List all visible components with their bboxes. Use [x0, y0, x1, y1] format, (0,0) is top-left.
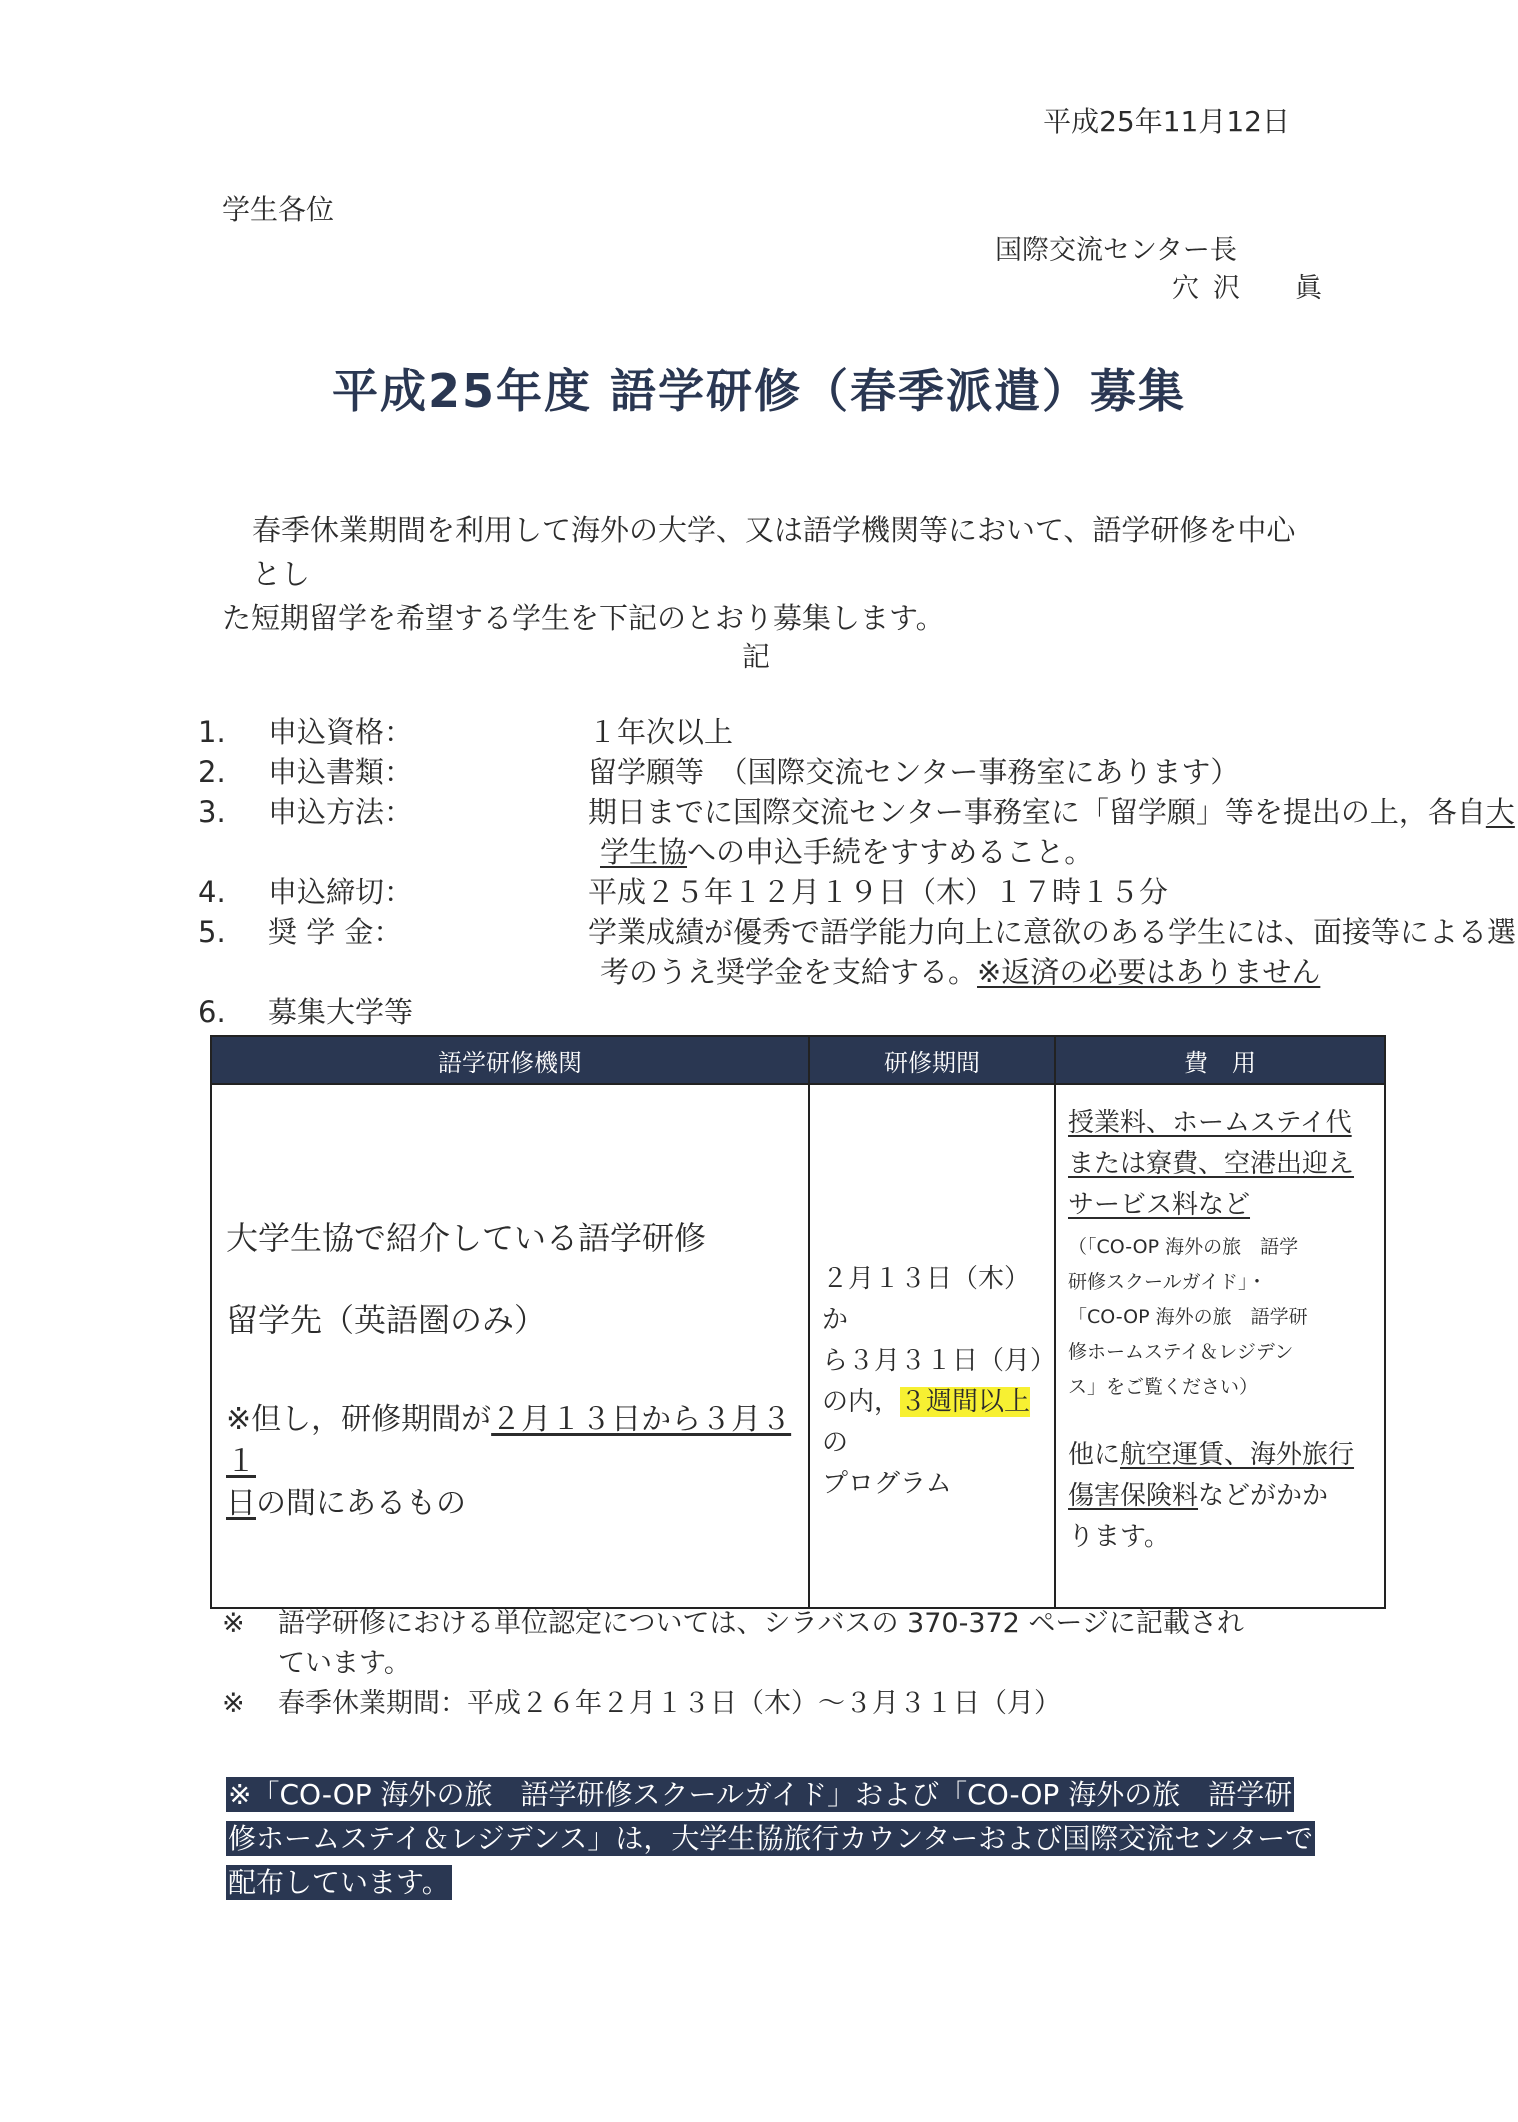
item-number: 3.	[198, 795, 226, 829]
banner-line-2: 修ホームステイ＆レジデンス」は，大学生協旅行カウンターおよび国際交流センターで	[228, 1822, 1314, 1855]
cost-other	[1068, 1435, 1376, 1558]
note-text: ※但し，研修期間が	[226, 1402, 492, 1437]
sender-name: 穴沢 眞	[1172, 273, 1336, 304]
cost-ref-line: （「CO-OP 海外の旅 語学	[1068, 1236, 1299, 1258]
addressee: 学生各位	[222, 193, 335, 226]
item-number: 1.	[198, 715, 226, 749]
item-label: 募集大学等	[268, 995, 414, 1029]
period-cell	[809, 1084, 1055, 1608]
institution-line-2: 留学先（英語圏のみ）	[226, 1301, 547, 1339]
banner-line-3: 配布しています。	[228, 1866, 450, 1899]
header-period: 研修期間	[809, 1036, 1055, 1084]
item-label: 申込書類：	[268, 755, 414, 789]
table-header-row	[211, 1036, 1385, 1084]
period-line-1: ２月１３日（木）か	[822, 1264, 1031, 1335]
item-label: 奨 学 金：	[268, 915, 403, 949]
note-mark: ※	[222, 1608, 245, 1639]
period-text: の内，	[822, 1387, 901, 1417]
period-highlight: ３週間以上	[900, 1387, 1031, 1417]
item-text-underlined: 大	[1485, 795, 1515, 829]
intro-paragraph	[222, 508, 1302, 640]
note-mark: ※	[222, 1688, 245, 1719]
cost-underlined: サービス料など	[1068, 1190, 1251, 1220]
item-text	[600, 952, 1320, 992]
cost-reference	[1068, 1230, 1376, 1405]
period-text: の	[822, 1428, 849, 1458]
item-text-part: への申込手続をすすめること。	[687, 835, 1094, 869]
item-text: １年次以上	[588, 715, 734, 749]
intro-line-2: た短期留学を希望する学生を下記のとおり募集します。	[222, 601, 945, 635]
item-text: 学業成績が優秀で語学能力向上に意欲のある学生には、面接等による選	[588, 915, 1517, 949]
header-cost: 費 用	[1055, 1036, 1385, 1084]
item-number: 6.	[198, 995, 226, 1029]
date: 平成25年11月12日	[1043, 105, 1290, 138]
institution-cell	[211, 1084, 809, 1608]
cost-underlined: 傷害保険料	[1068, 1481, 1199, 1511]
item-label: 申込締切：	[268, 875, 414, 909]
item-text	[600, 832, 1093, 872]
institution-note	[226, 1399, 801, 1525]
item-label: 申込資格：	[268, 715, 414, 749]
cost-underlined: 授業料、ホームステイ代	[1068, 1108, 1352, 1138]
cost-main	[1068, 1103, 1376, 1226]
period-line-2: ら３月３１日（月）	[822, 1346, 1057, 1376]
item-text	[588, 792, 1515, 832]
cost-text: 他に	[1068, 1440, 1121, 1470]
item-text: 留学願等 （国際交流センター事務室にあります）	[588, 755, 1240, 789]
cost-underlined: 航空運賃、海外旅行	[1120, 1440, 1355, 1470]
document-title: 平成25年度 語学研修（春季派遣）募集	[331, 364, 1187, 418]
note-text: の間にあるもの	[256, 1486, 466, 1521]
program-table	[210, 1035, 1386, 1609]
note-text: ています。	[278, 1648, 411, 1679]
note-text: 春季休業期間：平成２６年２月１３日（木）～３月３１日（月）	[278, 1688, 1061, 1719]
cost-ref-line: 修ホームステイ＆レジデン	[1068, 1341, 1294, 1363]
sender-title: 国際交流センター長	[995, 235, 1237, 266]
item-text: 平成２５年１２月１９日（木）１７時１５分	[588, 875, 1169, 909]
note-text: 語学研修における単位認定については、シラバスの 370-372 ページに記載され	[278, 1608, 1244, 1639]
banner-line-1: ※「CO-OP 海外の旅 語学研修スクールガイド」および「CO-OP 海外の旅 語学研	[228, 1778, 1293, 1811]
cost-ref-line: 「CO-OP 海外の旅 語学研	[1068, 1306, 1308, 1328]
ki-heading: 記	[742, 640, 771, 673]
institution-line-1: 大学生協で紹介している語学研修	[226, 1219, 707, 1257]
item-text-underlined: 学生協	[600, 835, 688, 869]
item-number: 5.	[198, 915, 226, 949]
cost-ref-line: ス」をご覧ください）	[1068, 1376, 1259, 1398]
cost-text: ります。	[1068, 1522, 1170, 1552]
header-institution: 語学研修機関	[211, 1036, 809, 1084]
item-label: 申込方法：	[268, 795, 414, 829]
item-text-part: 考のうえ奨学金を支給する。	[600, 955, 978, 989]
intro-line-1: 春季休業期間を利用して海外の大学、又は語学機関等において、語学研修を中心とし	[252, 513, 1296, 591]
note-underlined: ２月１３日から３月３１	[226, 1402, 792, 1479]
cost-underlined: または寮費、空港出迎え	[1068, 1149, 1355, 1179]
item-text-part: 期日までに国際交流センター事務室に「留学願」等を提出の上，各自	[588, 795, 1486, 829]
note-underlined: 日	[226, 1486, 256, 1521]
period-line-4: プログラム	[822, 1469, 952, 1499]
item-text-underlined: ※返済の必要はありません	[977, 955, 1321, 989]
table-row	[211, 1084, 1385, 1608]
distribution-banner	[226, 1773, 1315, 1905]
cost-ref-line: 研修スクールガイド」・	[1068, 1271, 1267, 1293]
cost-text: などがかか	[1198, 1481, 1329, 1511]
period-line-3	[822, 1382, 1046, 1464]
item-number: 4.	[198, 875, 226, 909]
cost-cell	[1055, 1084, 1385, 1608]
item-number: 2.	[198, 755, 226, 789]
